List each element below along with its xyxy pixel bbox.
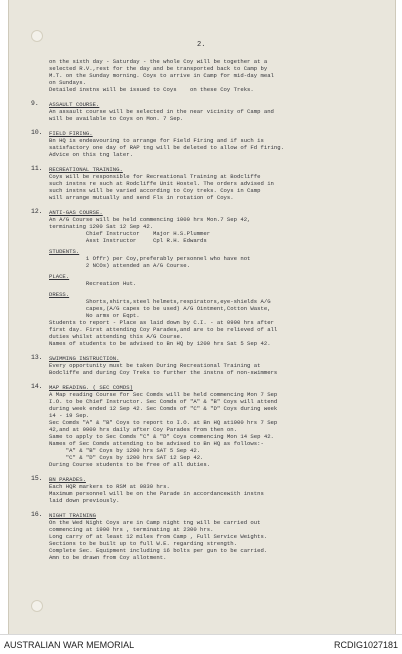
section-heading: RECREATIONAL TRAINING. xyxy=(49,166,123,173)
section-line: laid down previously. xyxy=(49,497,120,504)
section-heading: MAP READING. ( SEC COMDS) xyxy=(49,384,133,391)
section-line: On the Wed Night Coys are in Camp night tng will be carried out xyxy=(49,519,261,526)
section-heading: PLACE. xyxy=(49,273,70,280)
section-heading: ASSAULT COURSE. xyxy=(49,101,100,108)
footer-bar xyxy=(0,634,402,654)
section-line: Sections to be built up to full W.E. regarding strength. xyxy=(49,540,237,547)
section-number: 15. xyxy=(31,475,43,482)
punch-hole xyxy=(31,30,43,42)
intro-line: Detailed instns will be issued to Coys on these Coy Treks. xyxy=(49,86,254,93)
section-line: Chief Instructor Major H.S.Plummer xyxy=(49,230,211,237)
section-line: Amn to be drawn from Coy allotment. xyxy=(49,554,167,561)
intro-line: selected R.V.,rest for the day and be transported back to Camp by xyxy=(49,65,268,72)
section-heading: ANTI-GAS COURSE. xyxy=(49,209,103,216)
section-line: such instns will be varied according to Coy treks. Coys in Camp xyxy=(49,187,261,194)
section-line: Names of Sec Comds attending to be advised to Bn HQ as follows:- xyxy=(49,440,264,447)
section-heading: DRESS. xyxy=(49,291,70,298)
section-line: 1 Offr) per Coy,preferably personnel who have not xyxy=(49,255,251,262)
section-heading: BN PARADES. xyxy=(49,476,86,483)
punch-hole xyxy=(31,600,43,612)
section-line: 42,and at 0900 hrs daily after Coy Parades from then on. xyxy=(49,426,237,433)
section-number: 9. xyxy=(31,100,39,107)
section-line: duties whilst attending this A/G Course. xyxy=(49,333,184,340)
section-heading: STUDENTS. xyxy=(49,248,80,255)
record-id: RCDIG1027181 xyxy=(333,640,398,650)
section-line: "A" & "B" Coys by 1200 hrs SAT 5 Sep 42. xyxy=(49,447,201,454)
section-heading: NIGHT TRAINING xyxy=(49,512,96,519)
section-line: will arrange mutually and send Fls in rotation of Coys. xyxy=(49,194,234,201)
section-line: terminating 1200 Sat 12 Sep 42. xyxy=(49,223,154,230)
section-line: No arms or Eqpt. xyxy=(49,312,140,319)
section-number: 13. xyxy=(31,354,43,361)
page-number: 2. xyxy=(197,41,206,49)
section-line: 14 - 19 Sep. xyxy=(49,412,90,419)
section-line: such instns re such at Rodcliffe Unit Hostel. The orders advised in xyxy=(49,180,274,187)
section-line: A Map reading Course for Sec Comds will be held commencing Mon 7 Sep xyxy=(49,391,278,398)
section-line: Complete Sec. Equipment including 16 bolts per gun to be carried. xyxy=(49,547,268,554)
section-line: I.O. to be Chief Instructor. Sec Comds of "A" & "B" Coys will attend xyxy=(49,398,278,405)
section-line: Names of students to be advised to Bn HQ by 1200 hrs Sat 5 Sep 42. xyxy=(49,340,271,347)
document-page xyxy=(8,0,396,634)
section-line: Advice on this tng later. xyxy=(49,151,133,158)
section-line: Maximum personnel will be on the Parade in accordancewith instns xyxy=(49,490,264,497)
archive-name: AUSTRALIAN WAR MEMORIAL xyxy=(4,640,135,650)
section-line: Bn HQ is endeavouring to arrange for Field Firing and if such is xyxy=(49,137,264,144)
section-line: An A/G Course will be held commencing 1000 hrs Mon.7 Sep 42, xyxy=(49,216,251,223)
section-line: Every opportunity must be taken During Recreational Training at xyxy=(49,362,261,369)
intro-line: M.T. on the Sunday morning. Coys to arrive in Camp for mid-day meal xyxy=(49,72,274,79)
intro-line: on Sundays. xyxy=(49,79,86,86)
section-line: 2 NCOs) attended an A/G Course. xyxy=(49,262,190,269)
section-line: Each HQR markers to RSM at 0830 hrs. xyxy=(49,483,170,490)
section-line: An assault course will be selected in the near vicinity of Camp and xyxy=(49,108,274,115)
section-line: Bodcliffe and during Coy Treks to further the instns of non-swimmers xyxy=(49,369,278,376)
section-number: 14. xyxy=(31,383,43,390)
section-number: 16. xyxy=(31,511,43,518)
section-number: 10. xyxy=(31,129,43,136)
section-line: during week ended 12 Sep 42. Sec Comds of "C" & "D" Coys during week xyxy=(49,405,278,412)
section-line: commencing at 1900 hrs , terminating at 2300 hrs. xyxy=(49,526,214,533)
section-line: During Course students to be free of all duties. xyxy=(49,461,211,468)
section-number: 12. xyxy=(31,208,43,215)
section-line: capes,(A/G capes to be used) A/G Ointment,Cotton Waste, xyxy=(49,305,271,312)
section-heading: SWIMMING INSTRUCTION. xyxy=(49,355,120,362)
section-line: Shorts,shirts,steel helmets,respirators,eye-shields A/G xyxy=(49,298,271,305)
section-line: first day. First attending Coy Parades,and are to be relieved of all xyxy=(49,326,278,333)
section-line: Students to report - Place as laid down by C.I. - at 0900 hrs after xyxy=(49,319,274,326)
section-line: Long carry of at least 12 miles from Camp , Full Service Weights. xyxy=(49,533,268,540)
section-line: Same to apply to Sec Comds "C" & "D" Coys commencing Mon 14 Sep 42. xyxy=(49,433,274,440)
section-line: Asst Instructor Cpl R.H. Edwards xyxy=(49,237,207,244)
section-number: 11. xyxy=(31,165,43,172)
section-heading: FIELD FIRING. xyxy=(49,130,93,137)
section-line: "C" & "D" Coys by 1200 hrs SAT 12 Sep 42. xyxy=(49,454,204,461)
section-line: satisfactory one day of RAP tng will be deleted to allow of Fd firing. xyxy=(49,144,284,151)
section-line: Recreation Hut. xyxy=(49,280,137,287)
section-line: Coys will be responsible for Recreational Training at Bodcliffe xyxy=(49,173,261,180)
intro-line: on the sixth day - Saturday - the whole Coy will be together at a xyxy=(49,58,268,65)
section-line: Sec Comds "A" & "B" Coys to report to I.O. at Bn HQ at1000 hrs 7 Sep xyxy=(49,419,278,426)
section-line: will be available to Coys on Mon. 7 Sep. xyxy=(49,115,184,122)
